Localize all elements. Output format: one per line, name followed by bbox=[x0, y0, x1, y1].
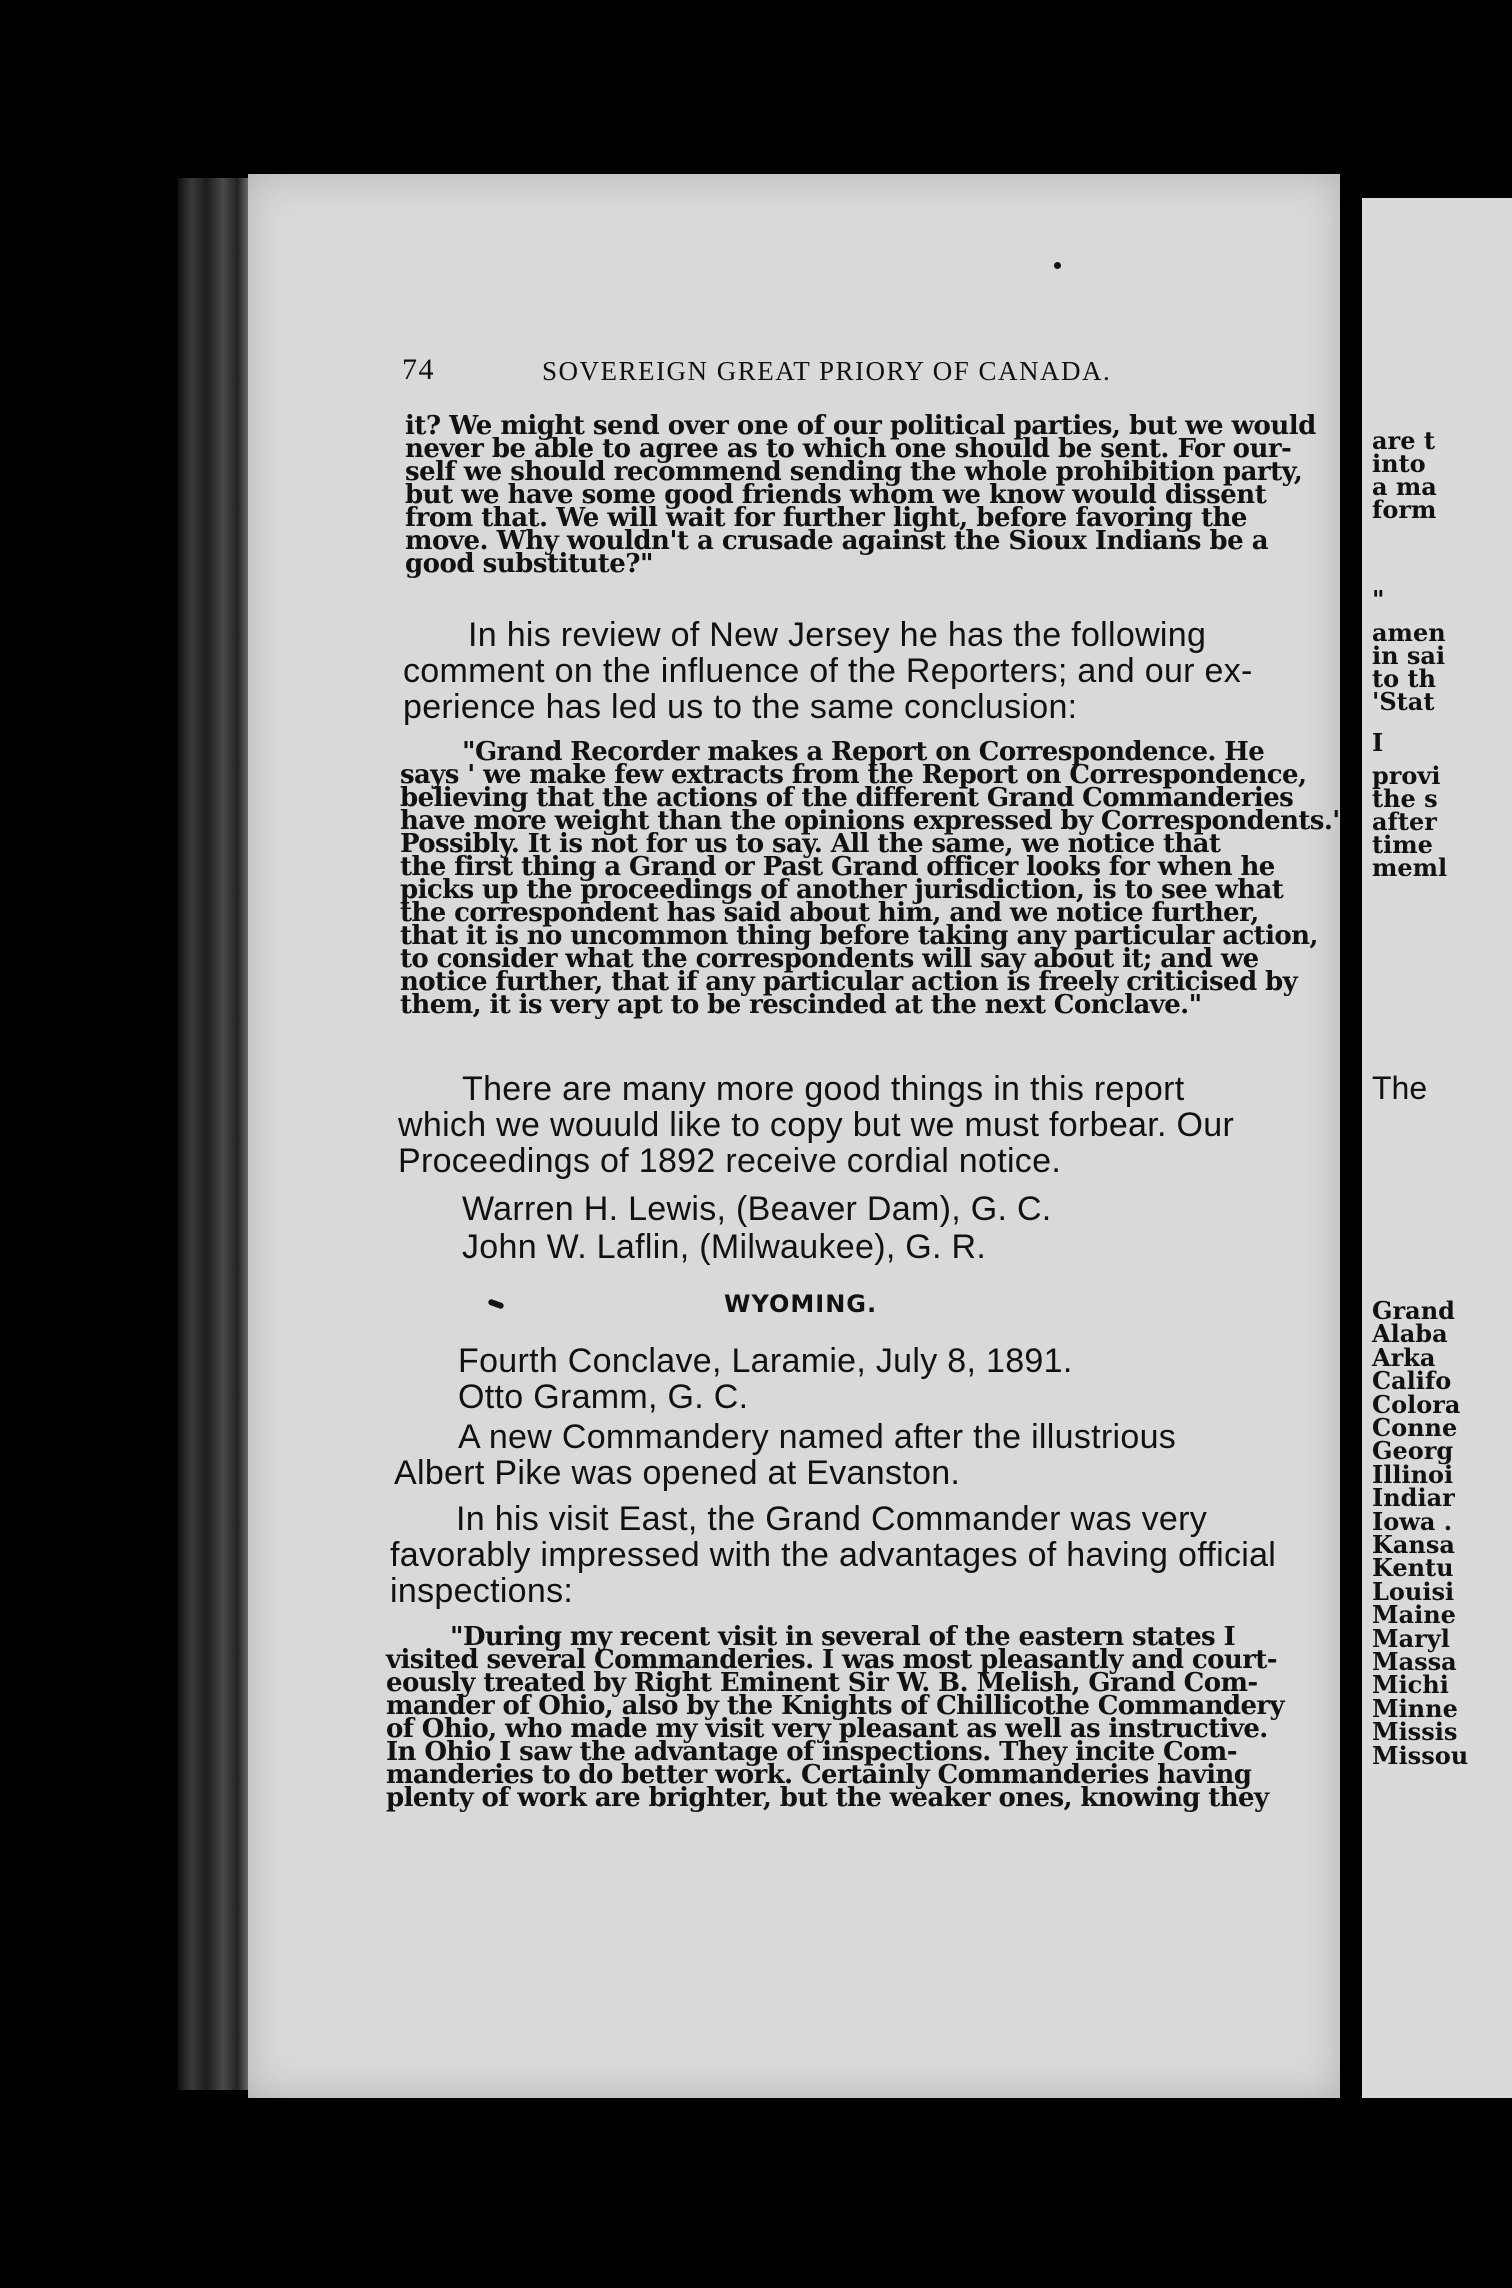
text-line: the first thing a Grand or Past Grand officer looks for when he bbox=[400, 852, 1275, 882]
text-line: manderies to do better work. Certainly Commanderies having bbox=[386, 1760, 1252, 1790]
text-line: that it is no uncommon thing before taking any particular action, bbox=[400, 921, 1318, 951]
text-line: good substitute?" bbox=[405, 549, 654, 579]
text-line: it? We might send over one of our political parties, but we would bbox=[405, 411, 1316, 441]
text-line: visited several Commanderies. I was most pleasantly and court- bbox=[386, 1645, 1277, 1675]
right-page-fragment: amen bbox=[1372, 618, 1446, 647]
text-line: Possibly. It is not for us to say. All the same, we notice that bbox=[400, 829, 1221, 859]
right-page-fragment: 'Stat bbox=[1372, 687, 1435, 716]
right-page-fragment: Califo bbox=[1372, 1366, 1452, 1396]
text-line: believing that the actions of the different Grand Commanderies bbox=[400, 783, 1294, 813]
text-line: In his review of New Jersey he has the following bbox=[468, 616, 1207, 654]
right-page-fragment: Colora bbox=[1372, 1389, 1461, 1419]
text-line: There are many more good things in this report bbox=[462, 1070, 1185, 1108]
signature-line: John W. Laflin, (Milwaukee), G. R. bbox=[462, 1228, 987, 1266]
right-page-fragment: to th bbox=[1372, 664, 1436, 693]
text-line: "During my recent visit in several of the eastern states I bbox=[450, 1622, 1236, 1652]
right-page-fragment: Indiar bbox=[1372, 1483, 1455, 1513]
text-line: move. Why wouldn't a crusade against the Sioux Indians be a bbox=[405, 526, 1269, 556]
right-page-fragment: Kansa bbox=[1372, 1530, 1455, 1559]
text-line: the correspondent has said about him, and we notice further, bbox=[400, 898, 1259, 928]
right-page-fragment: Missou bbox=[1372, 1740, 1469, 1770]
text-line: perience has led us to the same conclusion: bbox=[403, 688, 1078, 726]
right-page-fragment: Georg bbox=[1372, 1436, 1454, 1466]
text-line: have more weight than the opinions expressed by Correspondents.' bbox=[400, 806, 1340, 836]
right-page-fragment: a ma bbox=[1372, 472, 1437, 501]
right-page-fragment: time bbox=[1372, 830, 1433, 859]
text-line: In Ohio I saw the advantage of inspections. They incite Com- bbox=[386, 1737, 1237, 1767]
right-page-fragment: the s bbox=[1372, 784, 1438, 813]
right-page-fragment: Missis bbox=[1372, 1717, 1458, 1747]
right-page-fragment: Illinoi bbox=[1372, 1459, 1454, 1489]
right-page-fragment: in sai bbox=[1372, 641, 1446, 670]
text-line: Proceedings of 1892 receive cordial notice. bbox=[398, 1142, 1062, 1180]
right-page-the: The bbox=[1372, 1070, 1428, 1106]
book-spine bbox=[178, 178, 248, 2090]
right-page-fragment: are t bbox=[1372, 426, 1435, 455]
right-page-fragment: Minne bbox=[1372, 1693, 1458, 1723]
text-line: eously treated by Right Eminent Sir W. B. Melish, Grand Com- bbox=[386, 1668, 1258, 1698]
right-page-fragment: meml bbox=[1372, 853, 1448, 882]
right-page-fragment: Conne bbox=[1372, 1413, 1458, 1442]
right-page-fragment: Maine bbox=[1372, 1600, 1456, 1630]
text-line: Otto Gramm, G. C. bbox=[458, 1378, 749, 1416]
running-title: SOVEREIGN GREAT PRIORY OF CANADA. bbox=[542, 356, 1112, 386]
text-line: favorably impressed with the advantages of having official bbox=[390, 1536, 1277, 1574]
right-page-fragment: Louisi bbox=[1372, 1576, 1455, 1606]
right-page-fragment: after bbox=[1372, 807, 1437, 836]
text-line: comment on the influence of the Reporters; and our ex- bbox=[403, 652, 1253, 690]
text-line: which we wouuld like to copy but we must forbear. Our bbox=[398, 1106, 1235, 1144]
right-page-fragment: Arka bbox=[1372, 1342, 1436, 1372]
right-page-fragment: form bbox=[1372, 495, 1437, 524]
text-line: inspections: bbox=[390, 1572, 574, 1610]
text-line: self we should recommend sending the whole prohibition party, bbox=[405, 457, 1303, 487]
text-line: them, it is very apt to be rescinded at the next Conclave." bbox=[400, 990, 1202, 1020]
text-line: picks up the proceedings of another jurisdiction, is to see what bbox=[400, 875, 1284, 905]
right-page bbox=[1362, 198, 1512, 2098]
right-page-fragment: Iowa . bbox=[1372, 1506, 1453, 1536]
right-page-fragment: Maryl bbox=[1372, 1623, 1450, 1653]
text-line: notice further, that if any particular action is freely criticised by bbox=[400, 967, 1298, 997]
right-page-fragment: " bbox=[1372, 585, 1385, 614]
text-line: A new Commandery named after the illustrious bbox=[458, 1418, 1177, 1456]
right-page-fragment: Grand bbox=[1372, 1296, 1455, 1325]
right-page-fragment: Kentu bbox=[1372, 1553, 1454, 1583]
text-line: of Ohio, who made my visit very pleasant as well as instructive. bbox=[386, 1714, 1268, 1744]
text-line: mander of Ohio, also by the Knights of Chillicothe Commandery bbox=[386, 1691, 1285, 1721]
right-page-fragment: Michi bbox=[1372, 1670, 1449, 1700]
text-line: says ' we make few extracts from the Report on Correspondence, bbox=[400, 760, 1307, 790]
text-line: but we have some good friends whom we know would dissent bbox=[405, 480, 1267, 510]
text-line: In his visit East, the Grand Commander was very bbox=[456, 1500, 1208, 1538]
right-page-fragment: I bbox=[1372, 728, 1384, 757]
signature-line: Warren H. Lewis, (Beaver Dam), G. C. bbox=[462, 1190, 1052, 1228]
right-page-fragment: Massa bbox=[1372, 1647, 1457, 1676]
right-page-fragment: into bbox=[1372, 449, 1426, 478]
text-line: plenty of work are brighter, but the weaker ones, knowing they bbox=[386, 1783, 1269, 1813]
text-line: Albert Pike was opened at Evanston. bbox=[394, 1454, 961, 1492]
section-heading: WYOMING. bbox=[724, 1290, 878, 1318]
ink-speck bbox=[1054, 262, 1061, 269]
text-line: to consider what the correspondents will say about it; and we bbox=[400, 944, 1259, 974]
running-header bbox=[402, 353, 1242, 393]
text-line: never be able to agree as to which one should be sent. For our- bbox=[405, 434, 1292, 464]
text-line: "Grand Recorder makes a Report on Correspondence. He bbox=[462, 737, 1265, 767]
right-page-fragment: provi bbox=[1372, 761, 1441, 790]
right-page-fragment: Alaba bbox=[1372, 1319, 1448, 1349]
page-number: 74 bbox=[402, 353, 435, 386]
text-line: from that. We will wait for further light, before favoring the bbox=[405, 503, 1247, 533]
text-line: Fourth Conclave, Laramie, July 8, 1891. bbox=[458, 1342, 1073, 1380]
